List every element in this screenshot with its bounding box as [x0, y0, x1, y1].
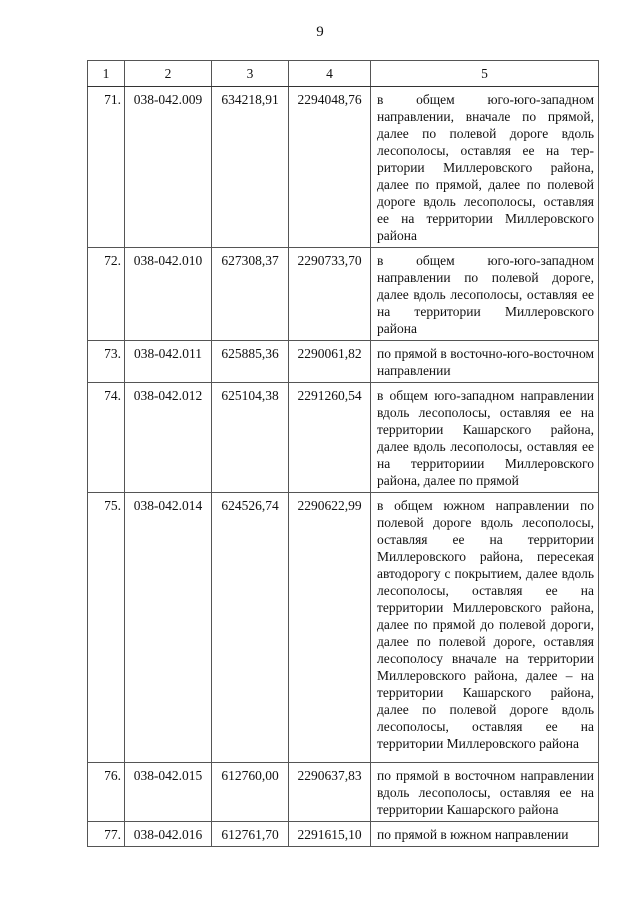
coord-x: 625885,36: [212, 341, 289, 383]
coord-x: 627308,37: [212, 248, 289, 341]
row-number: 72.: [88, 248, 125, 341]
coord-x: 625104,38: [212, 383, 289, 493]
header-cell: 4: [289, 61, 371, 87]
header-cell: 2: [125, 61, 212, 87]
table-row: [88, 493, 599, 763]
coord-y: 2290637,83: [289, 763, 371, 822]
point-code: 038-042.010: [125, 248, 212, 341]
coord-y: 2291615,10: [289, 822, 371, 847]
coord-y: 2294048,76: [289, 87, 371, 248]
boundary-description: в общем юго-западном направлении вдоль лесополосы, оставляя ее на территории Кашарского района, далее вдоль лесополосы, оставляя ее на территориии Миллеровского района, далее по прямой: [371, 383, 599, 493]
coord-x: 612760,00: [212, 763, 289, 822]
point-code: 038-042.016: [125, 822, 212, 847]
table-row: [88, 383, 599, 493]
row-number: 74.: [88, 383, 125, 493]
boundary-points-table: [87, 60, 599, 847]
table-row: [88, 822, 599, 847]
coord-x: 612761,70: [212, 822, 289, 847]
coord-x: 634218,91: [212, 87, 289, 248]
boundary-description: по прямой в восточном направлении вдоль лесополосы, оставляя ее на территории Кашарского района: [371, 763, 599, 822]
table-row: [88, 87, 599, 248]
boundary-description: в общем южном направлении по полевой дороге вдоль лесополосы, оставляя ее на территории Миллеровского района, пересекая автодорогу с покрытием, далее вдоль лесополосы, оставляя ее на территории Миллеровского района, далее по прямой до полевой дороги, далее по полевой дороге, оставляя лесополосу вначале на территории Миллеровского района, далее – на территории Кашарского района, далее по полевой дороге вдоль лесополосы, оставляя ее на территории Миллеровского района: [371, 493, 599, 763]
boundary-description: в общем юго-юго-западном направлении, вначале по прямой, далее по полевой дороге вдоль лесополосы, оставляя ее на территории Миллеровского района, далее по прямой, далее по полевой дороге вдоль лесополосы, оставляя ее на территории Миллеровского района: [371, 87, 599, 248]
boundary-description: по прямой в восточно-юго-восточном направлении: [371, 341, 599, 383]
point-code: 038-042.012: [125, 383, 212, 493]
table-row: [88, 248, 599, 341]
coord-y: 2290622,99: [289, 493, 371, 763]
point-code: 038-042.009: [125, 87, 212, 248]
coord-y: 2290733,70: [289, 248, 371, 341]
header-cell: 1: [88, 61, 125, 87]
table-row: [88, 763, 599, 822]
point-code: 038-042.011: [125, 341, 212, 383]
point-code: 038-042.014: [125, 493, 212, 763]
coord-x: 624526,74: [212, 493, 289, 763]
row-number: 73.: [88, 341, 125, 383]
header-cell: 5: [371, 61, 599, 87]
boundary-description: в общем юго-юго-западном направлении по полевой дороге, далее вдоль лесополосы, оставляя ее на территории Миллеровского района: [371, 248, 599, 341]
coord-y: 2291260,54: [289, 383, 371, 493]
row-number: 76.: [88, 763, 125, 822]
table-header-row: [88, 61, 599, 87]
table-row: [88, 341, 599, 383]
header-cell: 3: [212, 61, 289, 87]
row-number: 71.: [88, 87, 125, 248]
row-number: 77.: [88, 822, 125, 847]
row-number: 75.: [88, 493, 125, 763]
point-code: 038-042.015: [125, 763, 212, 822]
boundary-description: по прямой в южном направлении: [371, 822, 599, 847]
coord-y: 2290061,82: [289, 341, 371, 383]
page-number: 9: [316, 24, 324, 40]
